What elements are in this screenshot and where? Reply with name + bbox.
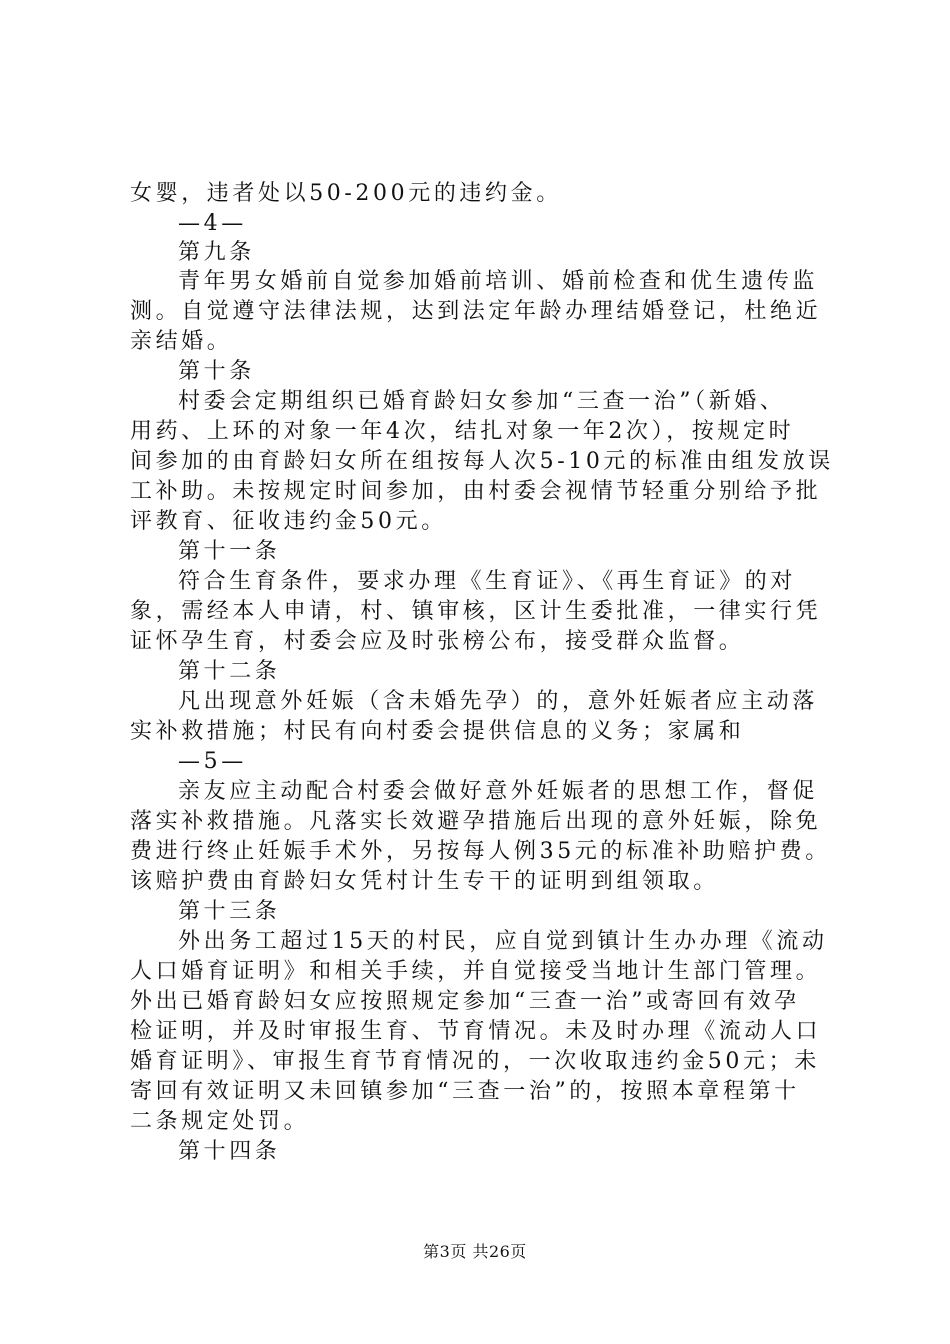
page-marker: —4—	[178, 211, 247, 236]
article-heading: 第十条	[178, 359, 255, 384]
article-heading: 第十四条	[178, 1139, 281, 1164]
text-line: 用药、上环的对象一年4次，结扎对象一年2次），按规定时	[130, 419, 795, 444]
article-heading: 第十一条	[178, 539, 281, 564]
text-line: 村委会定期组织已婚育龄妇女参加“三查一治”（新婚、	[178, 389, 786, 414]
text-line: 亲友应主动配合村委会做好意外妊娠者的思想工作，督促	[178, 779, 819, 804]
text-line: 检证明，并及时审报生育、节育情况。未及时办理《流动人口	[130, 1019, 822, 1044]
text-line: 寄回有效证明又未回镇参加“三查一治”的，按照本章程第十	[130, 1079, 800, 1104]
page-marker: —5—	[178, 749, 247, 774]
text-line: 亲结婚。	[130, 329, 233, 354]
article-heading: 第九条	[178, 240, 255, 265]
text-line: 该赔护费由育龄妇女凭村计生专干的证明到组领取。	[130, 869, 719, 894]
text-line: 二条规定处罚。	[130, 1109, 310, 1134]
text-line: 评教育、征收违约金50元。	[130, 509, 447, 534]
text-line: 外出务工超过15天的村民，应自觉到镇计生办办理《流动	[178, 929, 828, 954]
article-heading: 第十三条	[178, 899, 281, 924]
text-line: 人口婚育证明》和相关手续，并自觉接受当地计生部门管理。	[130, 959, 822, 984]
text-line: 落实补救措施。凡落实长效避孕措施后出现的意外妊娠，除免	[130, 809, 822, 834]
text-line: 凡出现意外妊娠（含未婚先孕）的，意外妊娠者应主动落	[178, 689, 819, 714]
text-line: 符合生育条件，要求办理《生育证》、《再生育证》的对	[178, 569, 797, 594]
text-line: 青年男女婚前自觉参加婚前培训、婚前检查和优生遗传监	[178, 269, 819, 294]
text-line: 测。自觉遵守法律法规，达到法定年龄办理结婚登记，杜绝近	[130, 299, 822, 324]
text-line: 间参加的由育龄妇女所在组按每人次5-10元的标准由组发放误	[130, 449, 834, 474]
text-line: 象，需经本人申请，村、镇审核，区计生委批准，一律实行凭	[130, 599, 822, 624]
text-line: 实补救措施；村民有向村委会提供信息的义务；家属和	[130, 719, 745, 744]
text-line: 女婴，违者处以50-200元的违约金。	[130, 181, 562, 206]
text-line: 费进行终止妊娠手术外，另按每人例35元的标准补助赔护费。	[130, 839, 831, 864]
text-line: 证怀孕生育，村委会应及时张榜公布，接受群众监督。	[130, 629, 745, 654]
text-line: 婚育证明》、审报生育节育情况的，一次收取违约金50元；未	[130, 1049, 820, 1074]
page-footer: 第3页 共26页	[423, 1242, 527, 1261]
text-line: 工补助。未按规定时间参加，由村委会视情节轻重分别给予批	[130, 479, 822, 504]
article-heading: 第十二条	[178, 659, 281, 684]
text-line: 外出已婚育龄妇女应按照规定参加“三查一治”或寄回有效孕	[130, 989, 800, 1014]
